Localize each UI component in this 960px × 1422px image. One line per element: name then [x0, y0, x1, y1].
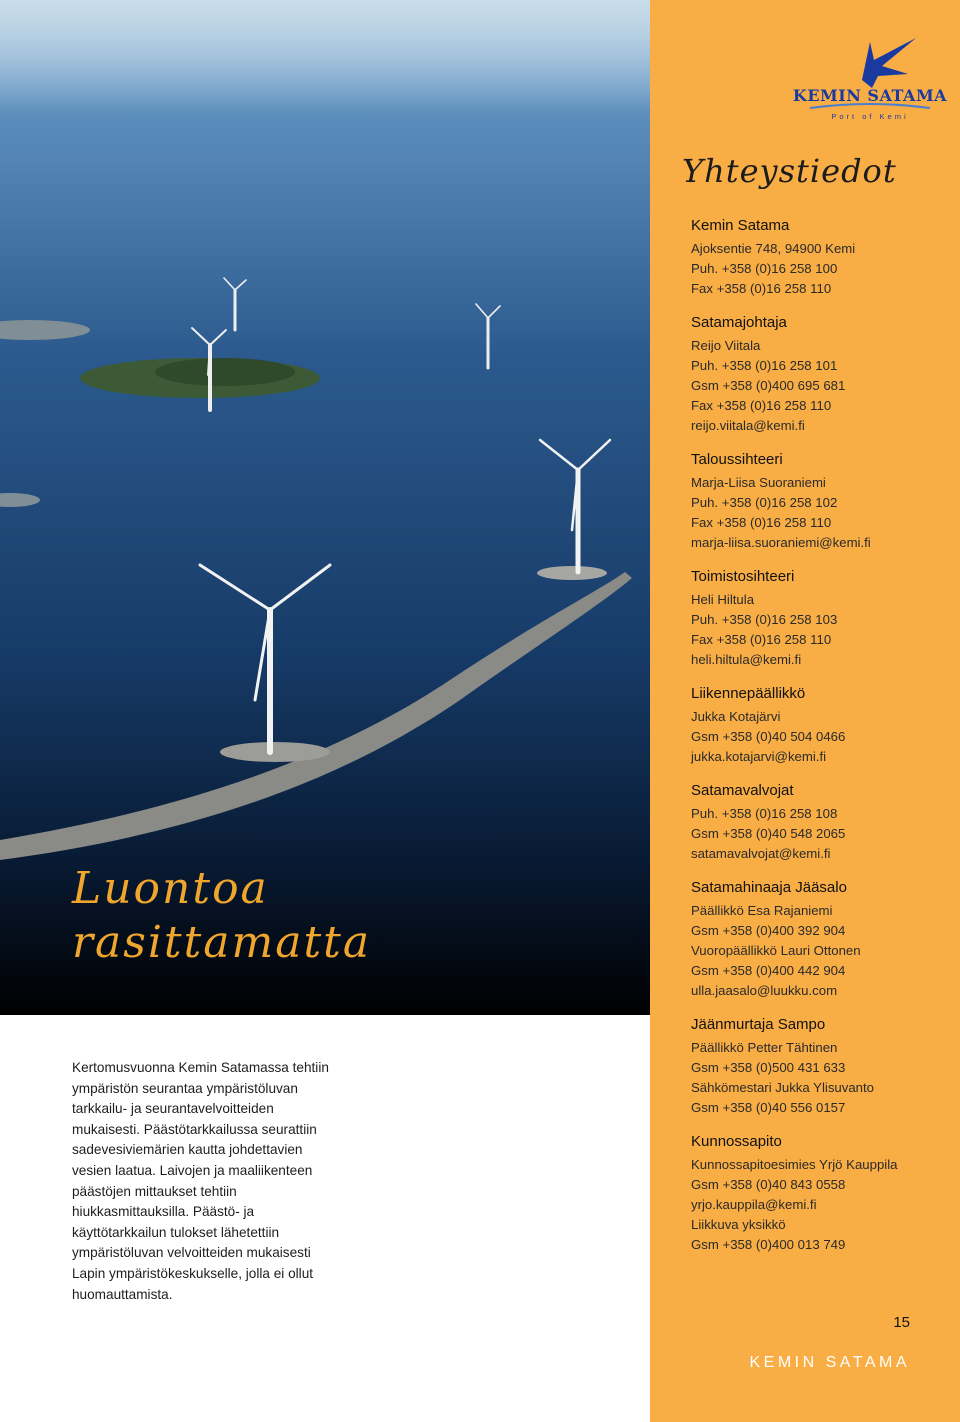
logo-tagline: Port of Kemi	[831, 112, 909, 121]
contact-detail: Fax +358 (0)16 258 110	[691, 281, 832, 296]
contact-section-title: Satamahinaaja Jääsalo	[691, 879, 847, 896]
contact-detail: Jukka Kotajärvi	[691, 709, 781, 724]
contact-detail: Gsm +358 (0)400 013 749	[691, 1237, 846, 1252]
contact-sidebar	[650, 0, 960, 1422]
article-body: Kertomusvuonna Kemin Satamassa tehtiin ympäristön seurantaa ympäristöluvan tarkkailu- ja seurantavelvoitteiden mukaisesti. Päästötarkkailussa seurattiin sadevesiviemärien kautta johdettavien vesien laatua. Laivojen ja maaliikenteen päästöjen mittaukset tehtiin hiukkasmittauksilla. Päästö- ja käyttötarkkailun tulokset lähetettiin ympäristöluvan velvoitteiden mukaisesti Lapin ympäristökeskukselle, jolla ei ollut huomauttamista.	[72, 1060, 329, 1302]
contact-detail: Fax +358 (0)16 258 110	[691, 515, 832, 530]
contact-detail: Puh. +358 (0)16 258 102	[691, 495, 838, 510]
contact-detail: Puh. +358 (0)16 258 100	[691, 261, 838, 276]
island-forest	[155, 358, 295, 386]
kemin-satama-logo	[790, 30, 950, 125]
contact-email[interactable]: satamavalvojat@kemi.fi	[691, 846, 831, 861]
contact-detail: Gsm +358 (0)40 548 2065	[691, 826, 846, 841]
contact-detail: Kunnossapitoesimies Yrjö Kauppila	[691, 1157, 898, 1172]
contact-section-title: Jäänmurtaja Sampo	[691, 1016, 826, 1033]
contact-section-title: Satamavalvojat	[691, 782, 794, 799]
contact-detail: Fax +358 (0)16 258 110	[691, 398, 832, 413]
contact-email[interactable]: marja-liisa.suoraniemi@kemi.fi	[691, 535, 871, 550]
contact-detail: Päällikkö Esa Rajaniemi	[691, 903, 833, 918]
horizon-haze	[0, 0, 650, 110]
contact-detail: Heli Hiltula	[691, 592, 755, 607]
logo-star-icon	[790, 30, 950, 125]
contact-section-title: Kunnossapito	[691, 1133, 782, 1150]
contact-detail: Gsm +358 (0)400 695 681	[691, 378, 846, 393]
contact-detail: Gsm +358 (0)40 843 0558	[691, 1177, 846, 1192]
contact-email[interactable]: heli.hiltula@kemi.fi	[691, 652, 802, 667]
contact-section	[691, 1132, 953, 1255]
turbine-platform	[220, 742, 330, 762]
footer-brand: KEMIN SATAMA	[749, 1354, 910, 1371]
article-headline	[72, 862, 371, 970]
contact-section-title: Liikennepäällikkö	[691, 685, 806, 702]
contact-section-title: Satamajohtaja	[691, 314, 787, 331]
headline-line-2: rasittamatta	[72, 917, 372, 968]
contact-section	[691, 684, 953, 767]
contact-section	[691, 781, 953, 864]
contact-section-title: Kemin Satama	[691, 217, 790, 234]
contact-section	[691, 216, 953, 299]
contact-section	[691, 567, 953, 670]
contact-detail: Fax +358 (0)16 258 110	[691, 632, 832, 647]
contact-section-title: Toimistosihteeri	[691, 568, 795, 585]
logo-name: KEMIN SATAMA	[792, 86, 948, 105]
contact-section	[691, 450, 953, 553]
contact-email[interactable]: ulla.jaasalo@luukku.com	[691, 983, 838, 998]
contact-section	[691, 878, 953, 1001]
contact-detail: Ajoksentie 748, 94900 Kemi	[691, 241, 856, 256]
contact-email[interactable]: reijo.viitala@kemi.fi	[691, 418, 805, 433]
contact-list	[691, 216, 953, 1269]
contacts-title: Yhteystiedot	[682, 152, 897, 190]
headline-line-1: Luontoa	[72, 863, 269, 914]
contact-detail: Gsm +358 (0)40 556 0157	[691, 1100, 846, 1115]
contact-detail: Gsm +358 (0)400 392 904	[691, 923, 846, 938]
contact-detail: Gsm +358 (0)400 442 904	[691, 963, 846, 978]
contact-section	[691, 313, 953, 436]
contact-section-title: Taloussihteeri	[691, 451, 783, 468]
contact-detail: Päällikkö Petter Tähtinen	[691, 1040, 838, 1055]
contact-detail: Gsm +358 (0)40 504 0466	[691, 729, 846, 744]
contact-detail: Puh. +358 (0)16 258 101	[691, 358, 838, 373]
contact-section	[691, 1015, 953, 1118]
contact-detail: Puh. +358 (0)16 258 108	[691, 806, 838, 821]
contact-email[interactable]: yrjo.kauppila@kemi.fi	[691, 1197, 817, 1212]
contact-detail: Puh. +358 (0)16 258 103	[691, 612, 838, 627]
contact-detail: Marja-Liisa Suoraniemi	[691, 475, 826, 490]
contact-detail: Reijo Viitala	[691, 338, 761, 353]
contact-detail: Gsm +358 (0)500 431 633	[691, 1060, 846, 1075]
contact-detail: Liikkuva yksikkö	[691, 1217, 786, 1232]
turbine-platform	[537, 566, 607, 580]
contact-email[interactable]: jukka.kotajarvi@kemi.fi	[691, 749, 827, 764]
contact-detail: Sähkömestari Jukka Ylisuvanto	[691, 1080, 875, 1095]
page-number: 15	[893, 1314, 910, 1331]
contact-detail: Vuoropäällikkö Lauri Ottonen	[691, 943, 861, 958]
